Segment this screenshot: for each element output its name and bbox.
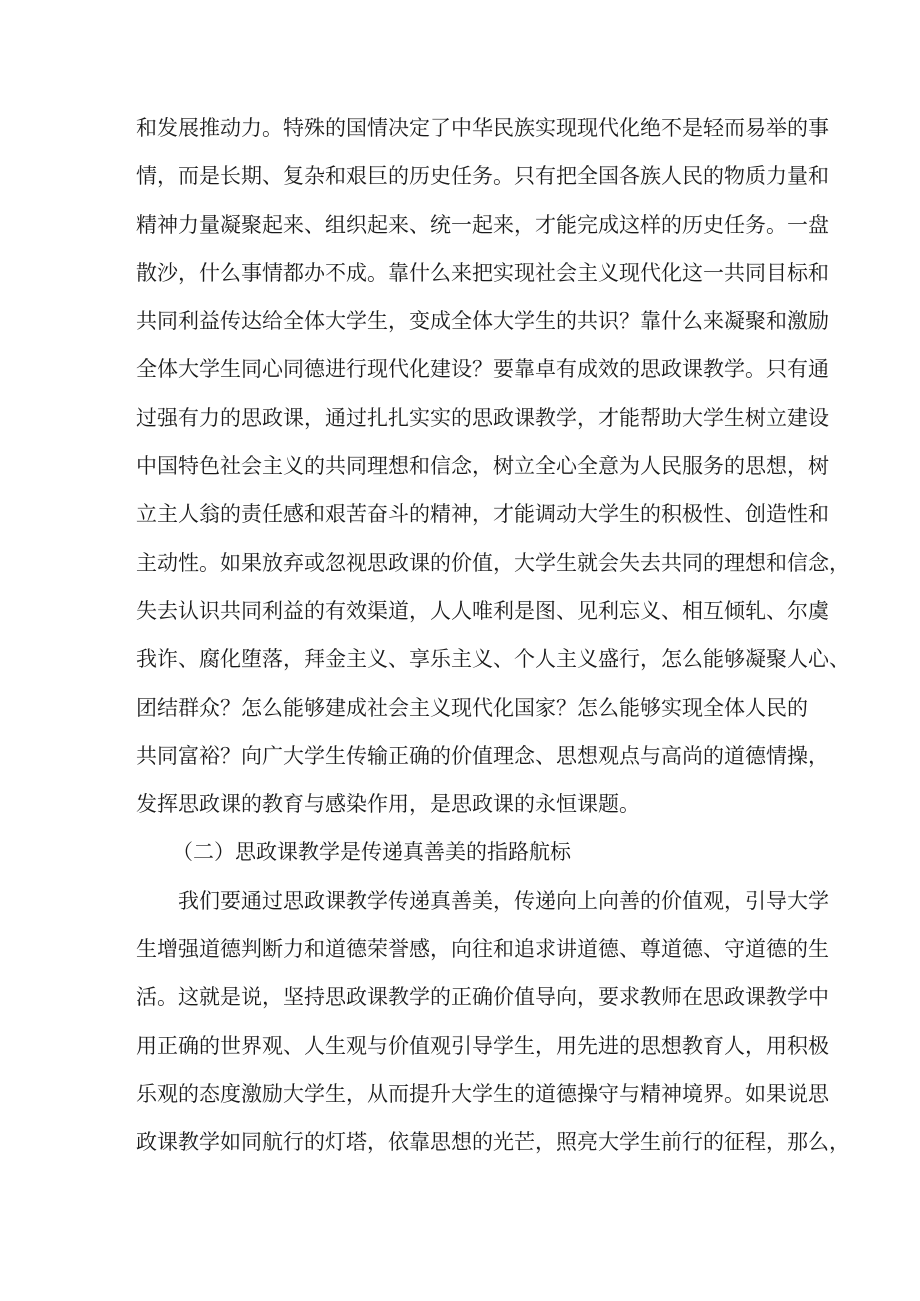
text-line: 全体大学生同心同德进行现代化建设？要靠卓有成效的思政课教学。只有通: [136, 357, 829, 382]
text-line: 共同富裕？向广大学生传输正确的价值理念、思想观点与高尚的道德情操，: [136, 743, 829, 768]
text-line: 政课教学如同航行的灯塔，依靠思想的光芒，照亮大学生前行的征程，那么，: [136, 1130, 850, 1155]
text-line: 我们要通过思政课教学传递真善美，传递向上向善的价值观，引导大学: [178, 888, 829, 913]
text-line: 我诈、腐化堕落，拜金主义、享乐主义、个人主义盛行，怎么能够凝聚人心、: [136, 647, 850, 672]
text-line: 精神力量凝聚起来、组织起来、统一起来，才能完成这样的历史任务。一盘: [136, 212, 829, 237]
text-line: 主动性。如果放弃或忽视思政课的价值，大学生就会失去共同的理想和信念，: [136, 550, 850, 575]
text-line: 用正确的世界观、人生观与价值观引导学生，用先进的思想教育人，用积极: [136, 1033, 829, 1058]
text-line: 立主人翁的责任感和艰苦奋斗的精神，才能调动大学生的积极性、创造性和: [136, 502, 829, 527]
text-line: 情，而是长期、复杂和艰巨的历史任务。只有把全国各族人民的物质力量和: [136, 164, 829, 189]
text-line: 失去认识共同利益的有效渠道，人人唯利是图、见利忘义、相互倾轧、尔虞: [136, 598, 829, 623]
text-line: 团结群众？怎么能够建成社会主义现代化国家？怎么能够实现全体人民的: [136, 695, 808, 720]
text-line: 共同利益传达给全体大学生，变成全体大学生的共识？靠什么来凝聚和激励: [136, 309, 829, 334]
text-line: 发挥思政课的教育与感染作用，是思政课的永恒课题。: [136, 792, 640, 817]
section-heading: （二）思政课教学是传递真善美的指路航标: [172, 840, 571, 865]
paragraph-1: [136, 104, 850, 1167]
text-line: 和发展推动力。特殊的国情决定了中华民族实现现代化绝不是轻而易举的事: [136, 116, 829, 140]
text-line: 过强有力的思政课，通过扎扎实实的思政课教学，才能帮助大学生树立建设: [136, 405, 829, 430]
text-line: 活。这就是说，坚持思政课教学的正确价值导向，要求教师在思政课教学中: [136, 985, 829, 1010]
text-line: 生增强道德判断力和道德荣誉感，向往和追求讲道德、尊道德、守道德的生: [136, 937, 829, 962]
text-line: 散沙，什么事情都办不成。靠什么来把实现社会主义现代化这一共同目标和: [136, 260, 829, 285]
text-line: 乐观的态度激励大学生，从而提升大学生的道德操守与精神境界。如果说思: [136, 1081, 829, 1106]
text-line: 中国特色社会主义的共同理想和信念，树立全心全意为人民服务的思想，树: [136, 454, 829, 479]
